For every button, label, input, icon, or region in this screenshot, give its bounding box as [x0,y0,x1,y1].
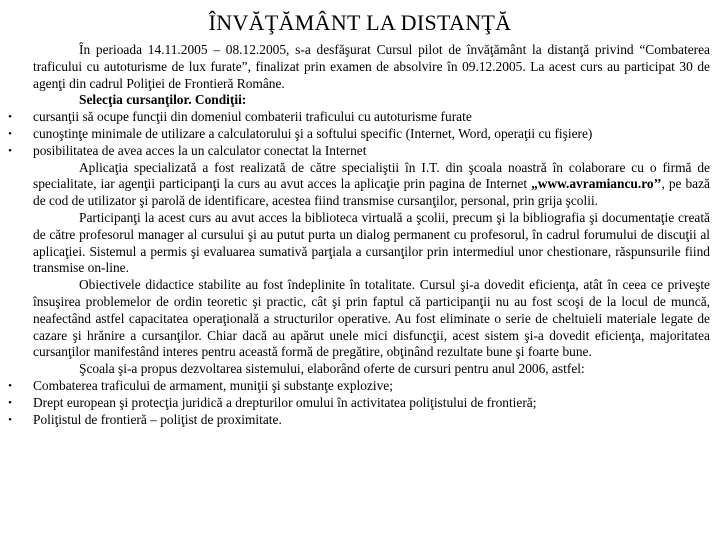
bullet-icon: • [8,144,12,157]
bullet-icon: • [8,111,12,124]
condition-text: posibilitatea de avea acces la un calculator conectat la Internet [33,142,367,158]
page-title: ÎNVĂŢĂMÂNT LA DISTANŢĂ [208,10,512,35]
list-item [8,142,710,160]
website-link-text: „www.avramiancu.ro’’ [531,176,662,192]
list-item [8,109,710,126]
school-offers-paragraph: Şcoala şi-a propus dezvoltarea sistemului, elaborând oferte de cursuri pentru anul 2006, astfel: [79,361,585,377]
list-item [8,125,710,143]
list-item [8,394,710,412]
application-text-after: , pe bază de cod de utilizator şi parolă de identificare, acestea fiind transmise cursanţilor, personal, prin grija şcolii. [33,176,710,209]
condition-text: cunoştinţe minimale de utilizare a calculatorului şi a softului specific (Internet, Word, operaţii cu fişiere) [33,125,593,141]
application-text-before: Aplicaţia specializată a fost realizată de către specialiştii în I.T. din şcoala noastră în colaborare cu o firmă de specialitate, iar agenţii participanţi la curs au avut acces la aplicaţie prin pagina de Internet [33,159,710,192]
application-paragraph [33,160,710,210]
bullet-icon: • [8,379,12,392]
bullet-icon: • [8,396,12,409]
bullet-icon: • [8,413,12,426]
course-text: Drept european şi protecţia juridică a drepturilor omului în activitatea poliţistului de frontieră; [33,394,537,410]
document-body [8,42,710,428]
course-text: Combaterea traficului de armament, muniţii şi substanţe explozive; [33,377,393,393]
selection-heading: Selecţia cursanţilor. Condiţii: [79,92,247,108]
course-text: Poliţistul de frontieră – poliţist de proximitate. [33,411,282,427]
list-item [8,377,710,395]
intro-paragraph: În perioada 14.11.2005 – 08.12.2005, s-a desfăşurat Cursul pilot de învăţământ la distanţă privind “Combaterea traficului cu autoturisme de lux furate”, finalizat prin examen de absolvire în 09.12.2005. La acest curs au participat 30 de agenţi din cadrul Poliţiei de Frontieră Române. [33,42,710,91]
objectives-paragraph: Obiectivele didactice stabilite au fost îndeplinite în totalitate. Cursul şi-a dovedit eficienţa, atât în ceea ce priveşte însuşirea problemelor de ordin teoretic şi practic, cât şi prin faptul că participanţii nu au fost scoşi de la locul de muncă, neafectând astfel capacitatea operaţională a structurilor operative. Au fost eliminate o serie de cheltuieli materiale legate de cazare şi hrănire a cursanţilor. Chiar dacă au apărut unele mici disfuncţii, acest sistem şi-a dovedit eficienţa, majoritatea cursanţilor manifestând interes pentru această formă de pregătire, obţinând rezultate bune şi foarte bune. [33,277,710,360]
courses-list [8,377,710,428]
conditions-list [8,109,710,159]
participants-paragraph: Participanţi la acest curs au avut acces la biblioteca virtuală a şcolii, precum şi la bibliografia şi documentaţie creată de către profesorul manager al cursului şi au putut purta un dialog permanent cu profesorul, în cadrul forumului de discuţii al aplicaţiei. Sistemul a permis şi evaluarea sumativă parţiala a cursanţilor prin intermediul unor chestionare, răspunsurile fiind transmise on-line. [33,209,710,276]
condition-text: cursanţii să ocupe funcţii din domeniul combaterii traficului cu autoturisme furate [33,109,472,125]
list-item [8,411,710,429]
bullet-icon: • [8,127,12,140]
